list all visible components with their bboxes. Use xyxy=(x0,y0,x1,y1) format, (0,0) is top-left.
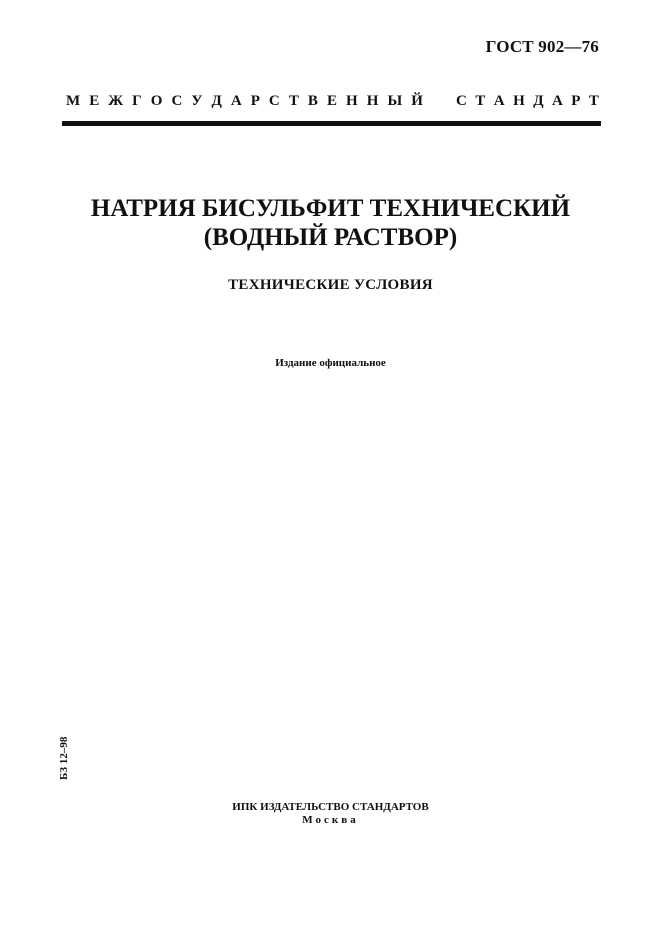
letter: Т xyxy=(288,93,299,109)
publisher-name: ИПК ИЗДАТЕЛЬСТВО СТАНДАРТОВ xyxy=(232,801,429,813)
letter: Г xyxy=(132,93,142,109)
letter: Р xyxy=(571,93,581,109)
interstate-standard-heading xyxy=(66,93,599,110)
letter: Ж xyxy=(108,93,124,109)
letter: Т xyxy=(588,93,599,109)
letter: Н xyxy=(346,93,358,109)
letter: А xyxy=(230,93,242,109)
letter: Й xyxy=(411,93,423,109)
interstate-word xyxy=(66,93,423,110)
letter: Ы xyxy=(387,93,403,109)
letter: Т xyxy=(475,93,486,109)
letter: В xyxy=(307,93,318,109)
letter: Е xyxy=(89,93,100,109)
title-line: (ВОДНЫЙ РАСТВОР) xyxy=(203,224,458,251)
edition-note: Издание официальное xyxy=(275,357,386,369)
letter: Д xyxy=(533,93,544,109)
letter: Н xyxy=(513,93,525,109)
letter: А xyxy=(551,93,563,109)
letter: Р xyxy=(250,93,260,109)
standard-word xyxy=(456,93,599,110)
letter: Е xyxy=(326,93,337,109)
side-code: БЗ 12–98 xyxy=(58,736,70,780)
letter: А xyxy=(493,93,505,109)
letter: О xyxy=(150,93,163,109)
letter: У xyxy=(191,93,203,109)
document-subtitle: ТЕХНИЧЕСКИЕ УСЛОВИЯ xyxy=(228,277,433,293)
letter: С xyxy=(456,93,467,109)
publisher-block xyxy=(0,801,661,827)
gost-number: ГОСТ 902—76 xyxy=(485,37,599,56)
letter: Н xyxy=(366,93,379,109)
letter: М xyxy=(66,93,81,109)
publisher-city: Москва xyxy=(302,814,359,826)
letter: С xyxy=(171,93,183,109)
header-rule xyxy=(62,121,601,126)
letter: Д xyxy=(211,93,222,109)
document-title xyxy=(0,194,661,252)
letter: С xyxy=(268,93,280,109)
title-line: НАТРИЯ БИСУЛЬФИТ ТЕХНИЧЕСКИЙ xyxy=(90,195,571,222)
